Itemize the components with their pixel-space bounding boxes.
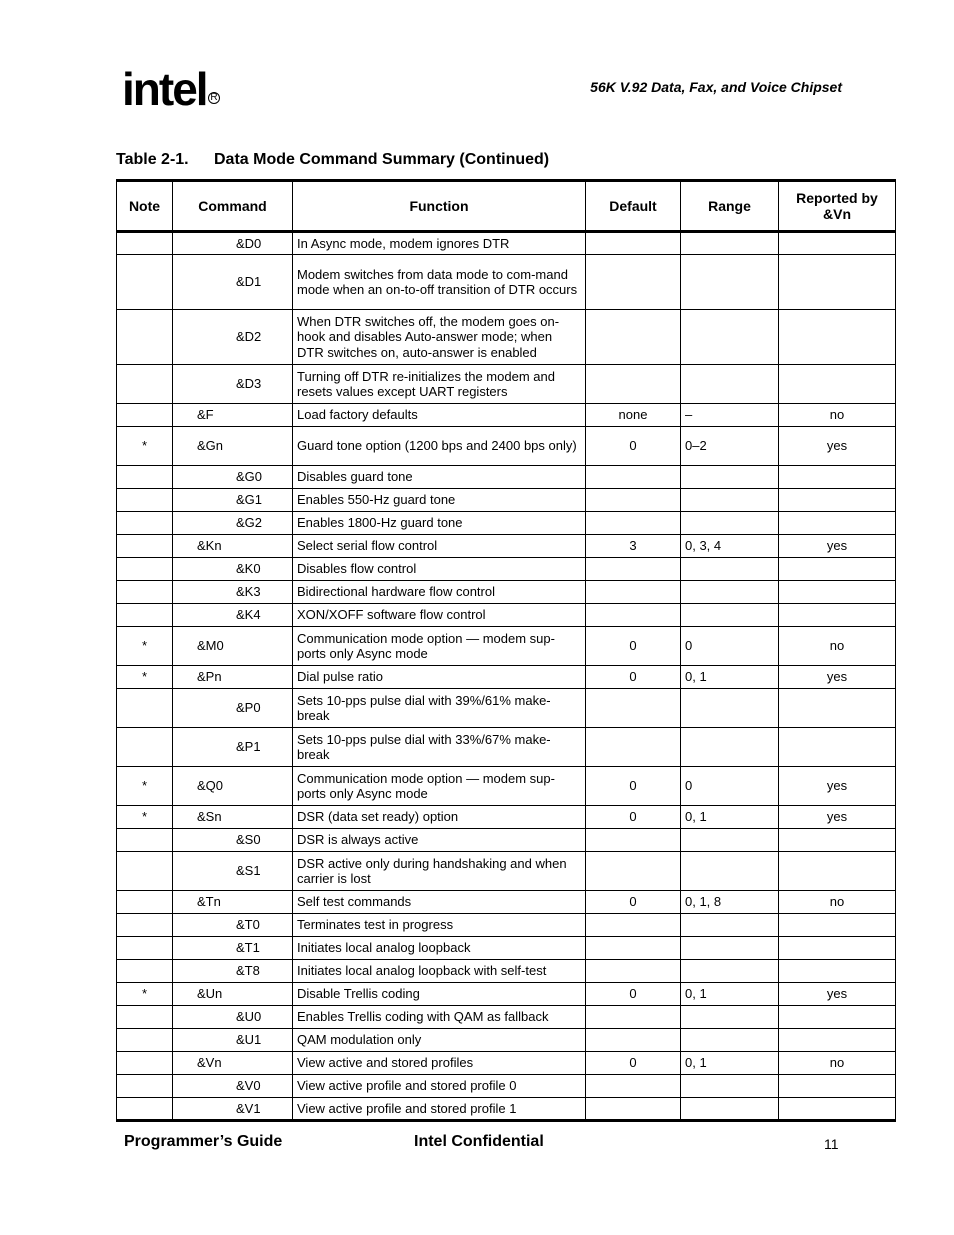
cell-function: Enables 1800-Hz guard tone	[293, 512, 586, 535]
cell-function: Communication mode option — modem sup-ports only Async mode	[293, 767, 586, 806]
cell-default: 0	[586, 627, 681, 666]
table-row	[117, 627, 896, 666]
table-row	[117, 604, 896, 627]
cell-reported: no	[779, 1052, 896, 1075]
cell-command: &K4	[173, 604, 293, 627]
cell-command: &V0	[173, 1075, 293, 1098]
table-row	[117, 581, 896, 604]
cell-default: 0	[586, 767, 681, 806]
cell-range: 0, 1	[681, 1052, 779, 1075]
cell-function: Communication mode option — modem sup-ports only Async mode	[293, 627, 586, 666]
cell-reported	[779, 960, 896, 983]
cell-reported	[779, 728, 896, 767]
cell-function: View active profile and stored profile 1	[293, 1098, 586, 1121]
table-row	[117, 1029, 896, 1052]
cell-range	[681, 310, 779, 365]
cell-function: Disable Trellis coding	[293, 983, 586, 1006]
cell-function: Enables 550-Hz guard tone	[293, 489, 586, 512]
cell-default: 0	[586, 891, 681, 914]
cell-range	[681, 914, 779, 937]
col-header-note: Note	[117, 181, 173, 232]
table-row	[117, 427, 896, 466]
table-row	[117, 535, 896, 558]
cell-reported	[779, 466, 896, 489]
table-row	[117, 255, 896, 310]
cell-command: &U1	[173, 1029, 293, 1052]
footer-guide-title: Programmer’s Guide	[124, 1133, 283, 1150]
cell-reported	[779, 914, 896, 937]
cell-range: 0, 1	[681, 806, 779, 829]
cell-range: 0, 3, 4	[681, 535, 779, 558]
cell-default: 0	[586, 806, 681, 829]
cell-command: &Sn	[173, 806, 293, 829]
command-table	[116, 179, 896, 1122]
cell-default: 0	[586, 427, 681, 466]
cell-command: &K3	[173, 581, 293, 604]
cell-reported: yes	[779, 767, 896, 806]
cell-range	[681, 558, 779, 581]
cell-function: Select serial flow control	[293, 535, 586, 558]
cell-note: *	[117, 627, 173, 666]
cell-command: &Q0	[173, 767, 293, 806]
cell-default	[586, 914, 681, 937]
table-row	[117, 914, 896, 937]
intel-logo	[122, 60, 222, 118]
cell-function: Sets 10-pps pulse dial with 33%/67% make-break	[293, 728, 586, 767]
cell-note	[117, 232, 173, 255]
cell-command: &Pn	[173, 666, 293, 689]
cell-default	[586, 232, 681, 255]
cell-reported: yes	[779, 427, 896, 466]
document-title: 56K V.92 Data, Fax, and Voice Chipset	[590, 79, 842, 95]
table-row	[117, 983, 896, 1006]
cell-reported: no	[779, 404, 896, 427]
cell-default	[586, 852, 681, 891]
table-row	[117, 891, 896, 914]
cell-default	[586, 829, 681, 852]
cell-reported	[779, 255, 896, 310]
cell-function: Sets 10-pps pulse dial with 39%/61% make-break	[293, 689, 586, 728]
cell-reported	[779, 232, 896, 255]
cell-default	[586, 365, 681, 404]
cell-function: Disables guard tone	[293, 466, 586, 489]
table-row	[117, 466, 896, 489]
cell-note	[117, 1052, 173, 1075]
cell-default	[586, 728, 681, 767]
cell-command: &Un	[173, 983, 293, 1006]
cell-range	[681, 232, 779, 255]
col-header-range: Range	[681, 181, 779, 232]
table-row	[117, 1075, 896, 1098]
cell-range	[681, 728, 779, 767]
cell-function: Modem switches from data mode to com-mand mode when an on-to-off transition of DTR occurs	[293, 255, 586, 310]
cell-function: DSR is always active	[293, 829, 586, 852]
cell-default: 0	[586, 1052, 681, 1075]
cell-default	[586, 937, 681, 960]
col-header-function: Function	[293, 181, 586, 232]
cell-range: –	[681, 404, 779, 427]
cell-reported	[779, 829, 896, 852]
cell-function: Bidirectional hardware flow control	[293, 581, 586, 604]
table-row	[117, 489, 896, 512]
cell-reported	[779, 1075, 896, 1098]
cell-reported	[779, 581, 896, 604]
cell-command: &G0	[173, 466, 293, 489]
cell-range	[681, 937, 779, 960]
cell-default	[586, 255, 681, 310]
cell-reported	[779, 310, 896, 365]
cell-default	[586, 489, 681, 512]
table-number: Table 2-1.	[116, 151, 189, 168]
table-row	[117, 1098, 896, 1121]
cell-command: &Vn	[173, 1052, 293, 1075]
cell-command: &V1	[173, 1098, 293, 1121]
cell-note: *	[117, 806, 173, 829]
cell-command: &D1	[173, 255, 293, 310]
cell-command: &Gn	[173, 427, 293, 466]
cell-command: &S0	[173, 829, 293, 852]
cell-reported	[779, 1006, 896, 1029]
table-row	[117, 1006, 896, 1029]
cell-function: Guard tone option (1200 bps and 2400 bps only)	[293, 427, 586, 466]
cell-note	[117, 852, 173, 891]
cell-reported: yes	[779, 535, 896, 558]
table-header-row	[117, 181, 896, 232]
cell-range: 0	[681, 627, 779, 666]
cell-reported	[779, 1029, 896, 1052]
cell-range	[681, 1006, 779, 1029]
table-row	[117, 310, 896, 365]
table-row	[117, 689, 896, 728]
cell-command: &Tn	[173, 891, 293, 914]
cell-function: Initiates local analog loopback	[293, 937, 586, 960]
cell-default	[586, 1006, 681, 1029]
cell-reported	[779, 689, 896, 728]
cell-range	[681, 689, 779, 728]
cell-note	[117, 914, 173, 937]
col-header-default: Default	[586, 181, 681, 232]
table-row	[117, 404, 896, 427]
cell-note: *	[117, 666, 173, 689]
cell-note	[117, 1075, 173, 1098]
table-row	[117, 806, 896, 829]
table-row	[117, 512, 896, 535]
cell-default	[586, 310, 681, 365]
table-row	[117, 960, 896, 983]
cell-command: &Kn	[173, 535, 293, 558]
cell-default	[586, 960, 681, 983]
cell-function: XON/XOFF software flow control	[293, 604, 586, 627]
cell-range	[681, 466, 779, 489]
cell-reported	[779, 558, 896, 581]
cell-range: 0	[681, 767, 779, 806]
cell-note: *	[117, 427, 173, 466]
cell-command: &P1	[173, 728, 293, 767]
cell-note	[117, 255, 173, 310]
table-row	[117, 1052, 896, 1075]
cell-note	[117, 581, 173, 604]
cell-default: 3	[586, 535, 681, 558]
cell-note	[117, 728, 173, 767]
cell-function: View active and stored profiles	[293, 1052, 586, 1075]
cell-function: Turning off DTR re-initializes the modem and resets values except UART registers	[293, 365, 586, 404]
cell-note: *	[117, 767, 173, 806]
cell-default	[586, 689, 681, 728]
cell-function: Initiates local analog loopback with self-test	[293, 960, 586, 983]
cell-command: &D0	[173, 232, 293, 255]
table-row	[117, 558, 896, 581]
cell-note	[117, 1098, 173, 1121]
cell-default: 0	[586, 666, 681, 689]
cell-range	[681, 365, 779, 404]
table-row	[117, 728, 896, 767]
cell-reported	[779, 512, 896, 535]
cell-default: 0	[586, 983, 681, 1006]
cell-note	[117, 689, 173, 728]
cell-note	[117, 466, 173, 489]
cell-range	[681, 512, 779, 535]
cell-command: &G2	[173, 512, 293, 535]
registered-mark-icon: R	[208, 92, 220, 104]
cell-command: &T8	[173, 960, 293, 983]
col-header-reported: Reported by &Vn	[779, 181, 896, 232]
cell-default	[586, 1075, 681, 1098]
table-row	[117, 232, 896, 255]
cell-note	[117, 604, 173, 627]
cell-note	[117, 960, 173, 983]
cell-default	[586, 1029, 681, 1052]
cell-command: &U0	[173, 1006, 293, 1029]
cell-range	[681, 604, 779, 627]
cell-range	[681, 852, 779, 891]
cell-note	[117, 512, 173, 535]
cell-range: 0–2	[681, 427, 779, 466]
cell-reported: no	[779, 627, 896, 666]
cell-default	[586, 466, 681, 489]
col-header-command: Command	[173, 181, 293, 232]
cell-default	[586, 1098, 681, 1121]
cell-range	[681, 581, 779, 604]
cell-command: &M0	[173, 627, 293, 666]
cell-command: &D2	[173, 310, 293, 365]
cell-reported	[779, 365, 896, 404]
cell-note	[117, 365, 173, 404]
cell-function: Disables flow control	[293, 558, 586, 581]
cell-function: In Async mode, modem ignores DTR	[293, 232, 586, 255]
cell-default	[586, 604, 681, 627]
cell-function: DSR (data set ready) option	[293, 806, 586, 829]
cell-default	[586, 581, 681, 604]
table-title: Data Mode Command Summary (Continued)	[214, 151, 550, 168]
cell-command: &S1	[173, 852, 293, 891]
cell-note	[117, 937, 173, 960]
cell-function: Self test commands	[293, 891, 586, 914]
cell-function: Enables Trellis coding with QAM as fallback	[293, 1006, 586, 1029]
cell-function: Terminates test in progress	[293, 914, 586, 937]
cell-range	[681, 1098, 779, 1121]
table-caption	[116, 151, 549, 169]
cell-command: &D3	[173, 365, 293, 404]
cell-command: &K0	[173, 558, 293, 581]
cell-reported	[779, 937, 896, 960]
cell-range: 0, 1	[681, 983, 779, 1006]
cell-range	[681, 1029, 779, 1052]
cell-reported: no	[779, 891, 896, 914]
cell-range	[681, 960, 779, 983]
cell-default: none	[586, 404, 681, 427]
cell-note	[117, 1006, 173, 1029]
cell-range	[681, 255, 779, 310]
cell-note: *	[117, 983, 173, 1006]
cell-function: QAM modulation only	[293, 1029, 586, 1052]
cell-reported: yes	[779, 806, 896, 829]
cell-command: &T1	[173, 937, 293, 960]
cell-range	[681, 1075, 779, 1098]
cell-note	[117, 891, 173, 914]
cell-reported: yes	[779, 666, 896, 689]
table-row	[117, 767, 896, 806]
cell-function: When DTR switches off, the modem goes on-hook and disables Auto-answer mode; when DTR switches on, auto-answer is enabled	[293, 310, 586, 365]
cell-command: &T0	[173, 914, 293, 937]
cell-note	[117, 310, 173, 365]
table-row	[117, 829, 896, 852]
cell-note	[117, 489, 173, 512]
footer-confidential: Intel Confidential	[414, 1133, 544, 1150]
cell-function: Load factory defaults	[293, 404, 586, 427]
cell-command: &G1	[173, 489, 293, 512]
cell-reported: yes	[779, 983, 896, 1006]
cell-reported	[779, 489, 896, 512]
cell-note	[117, 558, 173, 581]
page-number: 11	[824, 1136, 839, 1152]
cell-note	[117, 829, 173, 852]
cell-range: 0, 1	[681, 666, 779, 689]
cell-default	[586, 512, 681, 535]
cell-range	[681, 489, 779, 512]
table-row	[117, 937, 896, 960]
cell-command: &F	[173, 404, 293, 427]
cell-default	[586, 558, 681, 581]
cell-note	[117, 404, 173, 427]
cell-function: DSR active only during handshaking and when carrier is lost	[293, 852, 586, 891]
cell-range	[681, 829, 779, 852]
cell-note	[117, 535, 173, 558]
cell-note	[117, 1029, 173, 1052]
cell-command: &P0	[173, 689, 293, 728]
logo-wordmark: intel	[122, 63, 207, 115]
cell-reported	[779, 852, 896, 891]
cell-reported	[779, 604, 896, 627]
cell-function: View active profile and stored profile 0	[293, 1075, 586, 1098]
table-row	[117, 852, 896, 891]
table-row	[117, 666, 896, 689]
cell-function: Dial pulse ratio	[293, 666, 586, 689]
cell-reported	[779, 1098, 896, 1121]
table-row	[117, 365, 896, 404]
cell-range: 0, 1, 8	[681, 891, 779, 914]
